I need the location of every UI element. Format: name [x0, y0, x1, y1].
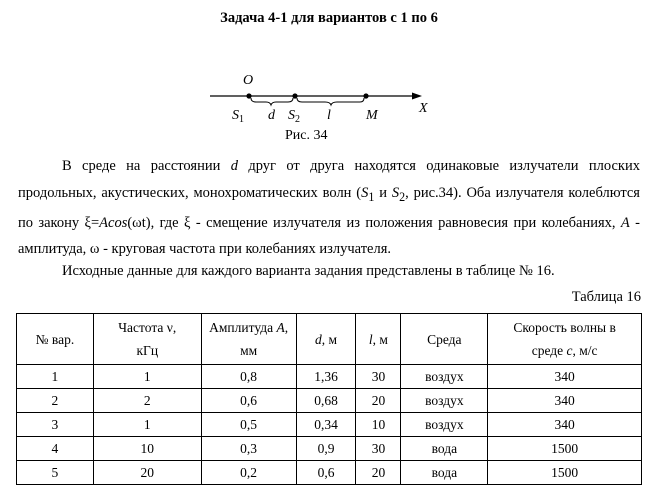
- cell-variant: 5: [17, 461, 94, 485]
- problem-paragraph: В среде на расстоянии d друг от друга находятся одинаковые излучатели плоских продольных, акустических, монохроматических волн ($S_1$ и $S_2$, рис.34). Оба излучателя колеблются по закону ξ=Acos(ωt), где ξ - смещение излучателя из положения равновесия при колебаниях, A - амплитуда, ω - круговая частота при колебаниях излучателя.: [18, 158, 640, 258]
- cell-amplitude: 0,2: [201, 461, 296, 485]
- cell-frequency: 1: [93, 365, 201, 389]
- cell-l: 30: [356, 437, 401, 461]
- cell-medium: воздух: [401, 365, 488, 389]
- table-header-row: [17, 314, 642, 365]
- label-s2: $S_2$: [288, 108, 300, 125]
- cell-variant: 4: [17, 437, 94, 461]
- cell-d: 1,36: [296, 365, 356, 389]
- cell-speed: 340: [488, 389, 642, 413]
- table-row: [17, 365, 642, 389]
- brace-d: [251, 98, 293, 105]
- header-medium: Среда: [401, 314, 488, 365]
- cell-frequency: 10: [93, 437, 201, 461]
- label-o: O: [243, 73, 254, 88]
- figure-caption: Рис. 34: [285, 128, 328, 143]
- data-table: [16, 313, 642, 485]
- header-d: d, м: [296, 314, 356, 365]
- cell-speed: 1500: [488, 461, 642, 485]
- cell-variant: 3: [17, 413, 94, 437]
- cell-medium: вода: [401, 461, 488, 485]
- header-speed: Скорость волны в среде c, м/с: [488, 314, 642, 365]
- label-s1: $S_1$: [232, 108, 244, 125]
- cell-frequency: 20: [93, 461, 201, 485]
- cell-speed: 1500: [488, 437, 642, 461]
- cell-variant: 2: [17, 389, 94, 413]
- table-caption: Таблица 16: [571, 289, 641, 305]
- cell-l: 20: [356, 389, 401, 413]
- data-intro-paragraph: Исходные данные для каждого варианта задания представлены в таблице № 16.: [62, 263, 555, 279]
- cell-amplitude: 0,8: [201, 365, 296, 389]
- cell-l: 10: [356, 413, 401, 437]
- source-s1-dot: [246, 93, 251, 98]
- header-variant: № вар.: [17, 314, 94, 365]
- cell-frequency: 1: [93, 413, 201, 437]
- cell-variant: 1: [17, 365, 94, 389]
- cell-medium: вода: [401, 437, 488, 461]
- cell-amplitude: 0,5: [201, 413, 296, 437]
- table-row: [17, 461, 642, 485]
- label-x: X: [419, 101, 428, 116]
- x-axis-arrow: [412, 93, 422, 100]
- cell-d: 0,6: [296, 461, 356, 485]
- cell-speed: 340: [488, 413, 642, 437]
- cell-medium: воздух: [401, 413, 488, 437]
- cell-frequency: 2: [93, 389, 201, 413]
- table-row: [17, 389, 642, 413]
- label-d: d: [268, 108, 275, 123]
- source-s2-dot: [292, 93, 297, 98]
- cell-d: 0,34: [296, 413, 356, 437]
- point-m-dot: [363, 93, 368, 98]
- figure-34: [190, 62, 450, 144]
- cell-l: 30: [356, 365, 401, 389]
- brace-l: [297, 98, 364, 105]
- cell-amplitude: 0,3: [201, 437, 296, 461]
- cell-amplitude: 0,6: [201, 389, 296, 413]
- header-frequency: Частота ν, кГц: [93, 314, 201, 365]
- label-m: M: [366, 108, 378, 123]
- cell-l: 20: [356, 461, 401, 485]
- table-row: [17, 437, 642, 461]
- task-title: Задача 4-1 для вариантов с 1 по 6: [220, 10, 438, 26]
- label-l: l: [327, 108, 331, 123]
- cell-speed: 340: [488, 365, 642, 389]
- cell-medium: воздух: [401, 389, 488, 413]
- header-amplitude: Амплитуда A, мм: [201, 314, 296, 365]
- cell-d: 0,9: [296, 437, 356, 461]
- header-l: l, м: [356, 314, 401, 365]
- cell-d: 0,68: [296, 389, 356, 413]
- table-row: [17, 413, 642, 437]
